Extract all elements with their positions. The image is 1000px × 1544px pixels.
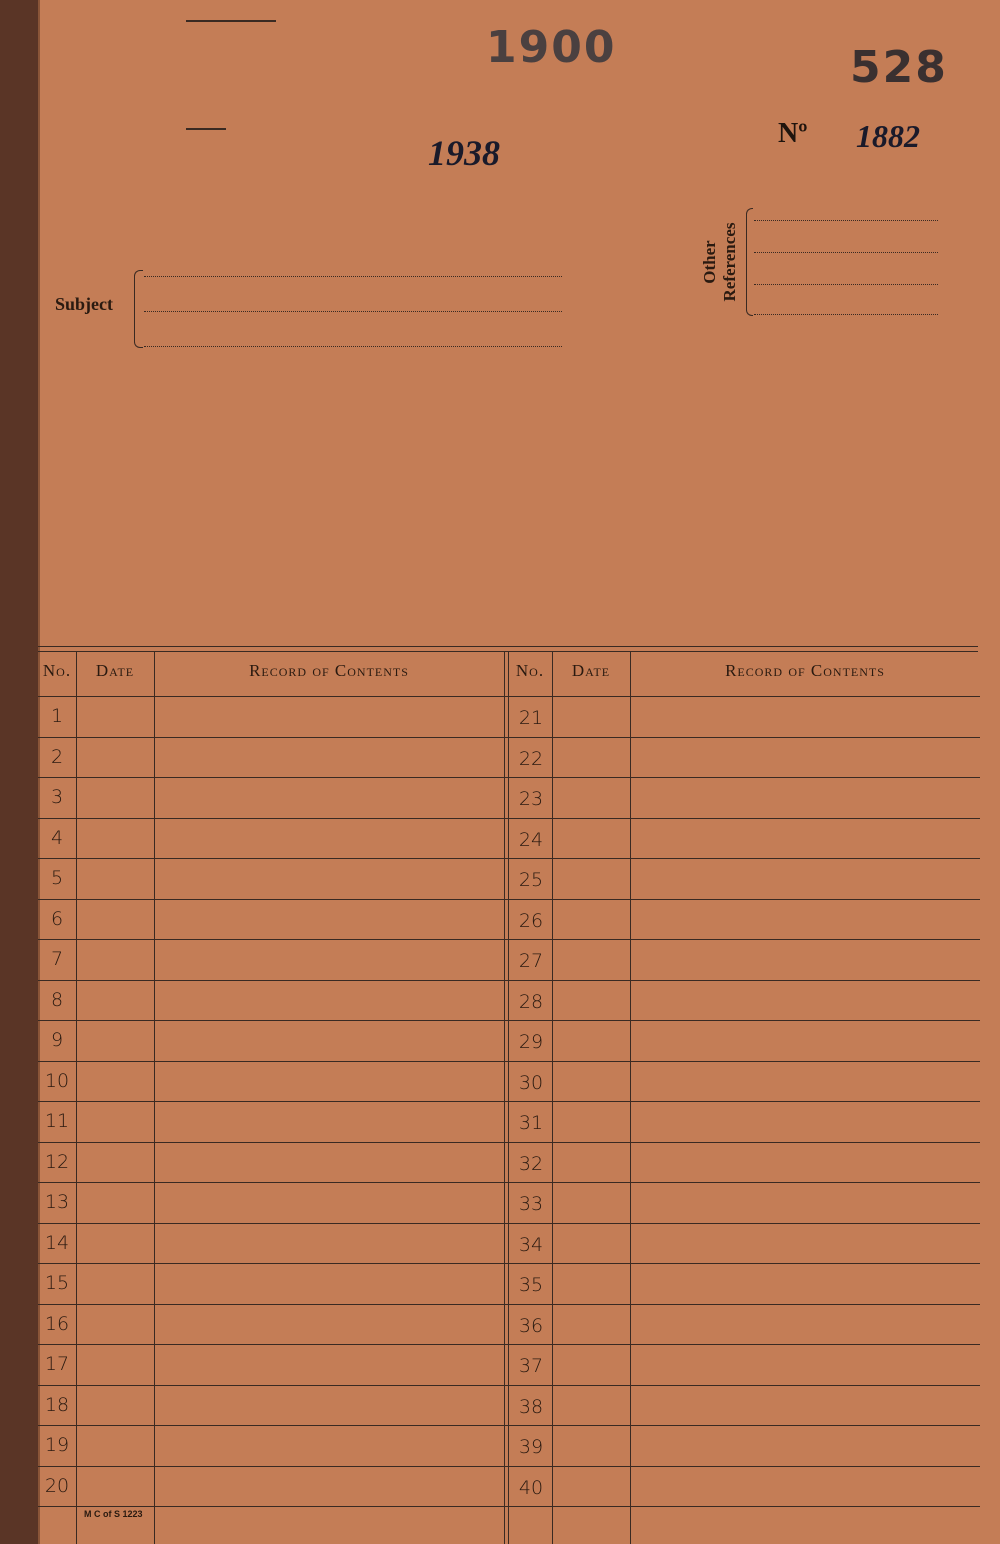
row-divider: [38, 1506, 980, 1507]
entry-number: 19: [44, 1434, 70, 1456]
row-divider: [38, 1020, 980, 1021]
entry-number: 29: [518, 1031, 544, 1053]
row-divider: [38, 939, 980, 940]
entry-number: 22: [518, 747, 544, 770]
header-no-right: No.: [515, 661, 545, 680]
subject-label: Subject: [55, 294, 113, 314]
entry-number: 17: [44, 1353, 70, 1375]
row-divider: [38, 1223, 980, 1224]
entry-number: 12: [44, 1150, 70, 1173]
column-divider: [552, 652, 553, 1544]
entry-number: 18: [44, 1393, 70, 1416]
entry-number: 26: [518, 909, 544, 932]
entry-number: 21: [518, 707, 544, 729]
stamp-year: 1900: [486, 22, 617, 73]
other-references-line[interactable]: [754, 314, 938, 315]
column-divider: [154, 652, 155, 1544]
other-references-label-line1: Other: [700, 240, 719, 284]
row-divider: [38, 1142, 980, 1143]
row-divider: [38, 858, 980, 859]
column-divider: [630, 652, 631, 1544]
entry-number: 33: [518, 1193, 544, 1215]
entry-number: 27: [518, 950, 544, 972]
row-divider: [38, 1466, 980, 1467]
row-divider: [38, 777, 980, 778]
entry-number: 35: [518, 1274, 544, 1296]
entry-number: 14: [44, 1231, 70, 1254]
other-references-label-line2: References: [720, 222, 739, 302]
other-references-line[interactable]: [754, 284, 938, 285]
header-no-left: No.: [42, 661, 72, 680]
header-date-right: Date: [571, 661, 611, 680]
file-spine: [0, 0, 38, 1544]
row-divider: [38, 818, 980, 819]
header-contents-left: Record of Contents: [249, 661, 409, 680]
entry-number: 9: [50, 1029, 64, 1051]
entry-number: 28: [518, 990, 544, 1013]
file-year: 1938: [428, 133, 500, 173]
header-date-left: Date: [95, 661, 135, 680]
row-divider: [38, 1385, 980, 1386]
row-divider: [38, 1061, 980, 1062]
table-top-rule: [38, 646, 978, 647]
entry-number: 37: [518, 1355, 544, 1377]
entry-number: 15: [44, 1272, 70, 1294]
dash-mark: [186, 20, 276, 22]
entry-number: 20: [44, 1474, 70, 1497]
column-divider: [76, 652, 77, 1544]
other-references-brace: [746, 208, 753, 316]
print-code: M C of S 1223: [84, 1509, 143, 1519]
subject-line[interactable]: [144, 311, 562, 312]
entry-number: 8: [50, 988, 64, 1011]
row-divider: [38, 1344, 980, 1345]
column-divider: [508, 652, 509, 1544]
entry-number: 38: [518, 1395, 544, 1418]
entry-number: 32: [518, 1152, 544, 1175]
header-contents-right: Record of Contents: [725, 661, 885, 680]
entry-number: 10: [44, 1069, 70, 1092]
entry-number: 16: [44, 1312, 70, 1335]
other-references-line[interactable]: [754, 220, 938, 221]
row-divider: [38, 696, 980, 697]
entry-number: 11: [44, 1110, 70, 1132]
record-of-contents-table: [38, 652, 980, 1544]
row-divider: [38, 1182, 980, 1183]
entry-number: 40: [518, 1476, 544, 1499]
entry-number: 1: [50, 705, 64, 727]
entry-number: 4: [50, 826, 64, 849]
row-divider: [38, 1304, 980, 1305]
subject-line[interactable]: [144, 346, 562, 347]
entry-number: 5: [50, 867, 64, 889]
entry-number: 36: [518, 1314, 544, 1337]
stamp-number: 528: [850, 42, 948, 93]
entry-number: 24: [518, 828, 544, 851]
entry-number: 2: [50, 745, 64, 768]
row-divider: [38, 899, 980, 900]
row-divider: [38, 1425, 980, 1426]
subject-line[interactable]: [144, 276, 562, 277]
entry-number: 3: [50, 786, 64, 808]
row-divider: [38, 980, 980, 981]
row-divider: [38, 1263, 980, 1264]
other-references-line[interactable]: [754, 252, 938, 253]
entry-number: 31: [518, 1112, 544, 1134]
entry-number: 34: [518, 1233, 544, 1256]
entry-number: 7: [50, 948, 64, 970]
row-divider: [38, 1101, 980, 1102]
entry-number: 25: [518, 869, 544, 891]
entry-number: 39: [518, 1436, 544, 1458]
row-divider: [38, 737, 980, 738]
entry-number: 30: [518, 1071, 544, 1094]
file-number-label: Nº: [778, 118, 808, 149]
dash-mark: [186, 128, 226, 130]
column-divider: [504, 652, 505, 1544]
entry-number: 13: [44, 1191, 70, 1213]
subject-brace: [134, 270, 143, 348]
entry-number: 23: [518, 788, 544, 810]
entry-number: 6: [50, 907, 64, 930]
file-number-value: 1882: [856, 118, 920, 154]
other-references-label: [700, 212, 740, 312]
